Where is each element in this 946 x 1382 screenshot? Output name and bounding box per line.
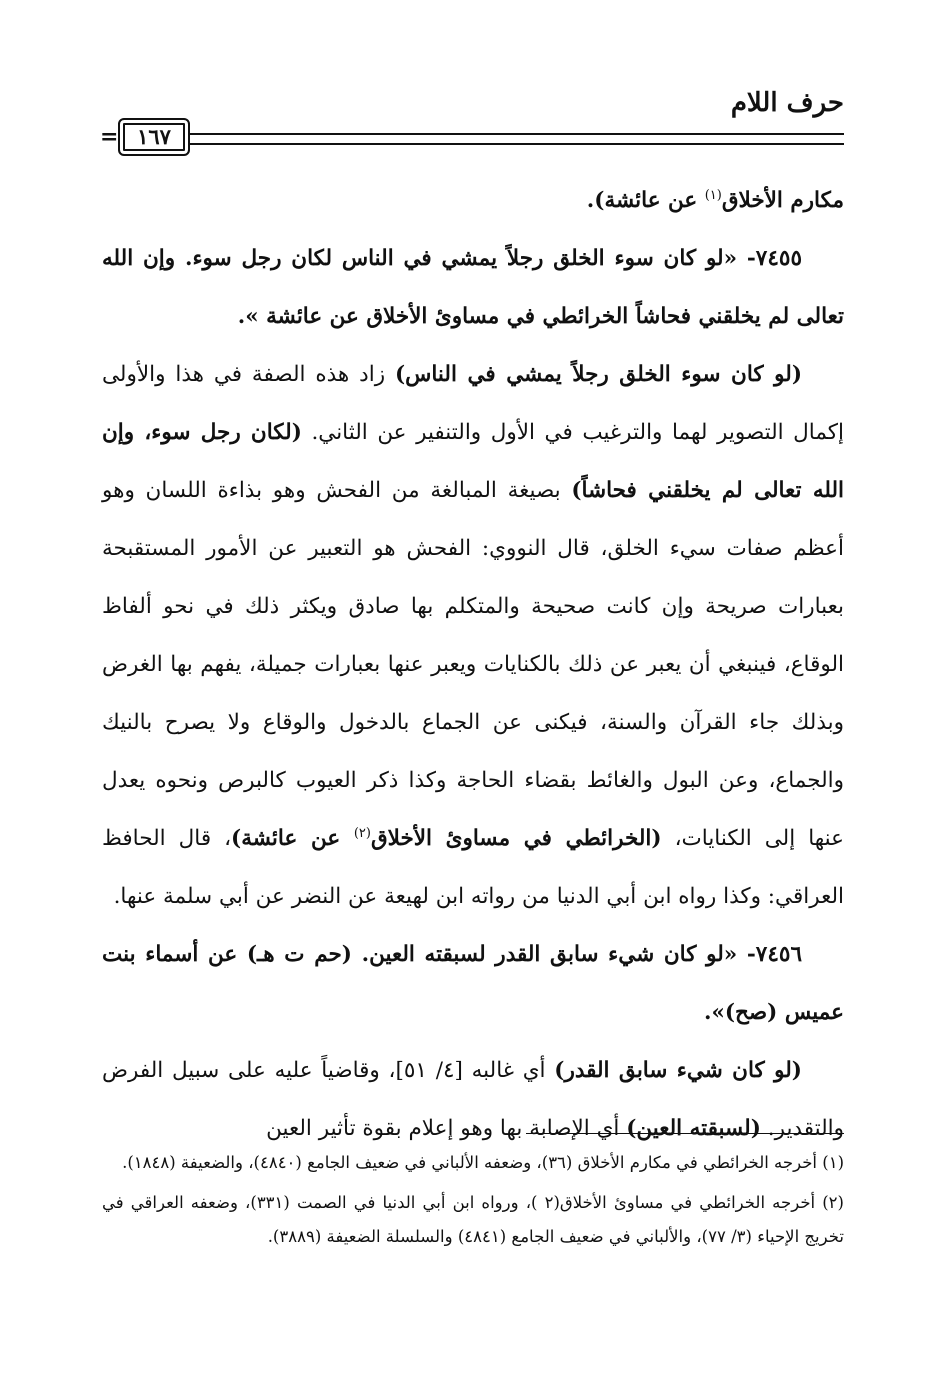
paragraph-p3 bbox=[102, 346, 844, 926]
footnote-ref: (١) bbox=[704, 187, 722, 203]
bold-text: (لو كان شيء سابق القدر) bbox=[554, 1058, 802, 1083]
footnote-2: (٢) أخرجه الخرائطي في مساوئ الأخلاق(٢ )، ورواه ابن أبي الدنيا في الصمت (٣٣١)، وضعفه العراقي في تخريج الإحياء (٣/ ٧٧)، والألباني في ضعيف الجامع (٤٨٤١) والسلسلة الضعيفة (٣٨٨٩). bbox=[102, 1193, 844, 1246]
bold-text: (لسبقته العين) bbox=[626, 1116, 761, 1141]
bold-text: (الخرائطي في مساوئ الأخلاق bbox=[370, 826, 662, 851]
body-text: أي غالبه [٤/ ٥١]، وقاضياً عليه على سبيل الفرض والتقدير. bbox=[102, 1058, 844, 1141]
body-text: ، قال الحافظ العراقي: وكذا رواه ابن أبي الدنيا من رواته ابن لهيعة عن النضر عن أبي سلمة عنها. bbox=[102, 826, 844, 909]
page-number: ١٦٧ bbox=[118, 118, 190, 156]
paragraph-p2 bbox=[102, 230, 844, 346]
body-text: زاد هذه الصفة في هذا والأولى إكمال التصوير لهما والترغيب في الأول والتنفير عن الثاني. bbox=[102, 362, 844, 445]
header-rule bbox=[170, 133, 844, 145]
header-marker: = bbox=[100, 124, 119, 150]
bold-text: عن عائشة). bbox=[586, 188, 705, 213]
bold-text: مكارم الأخلاق bbox=[721, 188, 844, 213]
bold-text: (لكان رجل سوء، وإن الله تعالى لم يخلقني فحاشاً) bbox=[102, 420, 844, 503]
main-text bbox=[102, 172, 844, 1158]
footnotes bbox=[102, 1146, 844, 1260]
paragraph-p4 bbox=[102, 926, 844, 1042]
footnote-1: (١) أخرجه الخرائطي في مكارم الأخلاق (٣٦)، وضعفه الألباني في ضعيف الجامع (٤٨٤٠)، والضعيفة (١٨٤٨). bbox=[122, 1153, 844, 1172]
bold-text: ٧٤٥٦- «لو كان شيء سابق القدر لسبقته العين. (حم ت هـ) عن أسماء بنت عميس (صح)». bbox=[102, 942, 844, 1025]
bold-text: عن عائشة) bbox=[231, 826, 354, 851]
paragraph-p5 bbox=[102, 1042, 844, 1158]
chapter-title: حرف اللام bbox=[730, 88, 844, 118]
bold-text: (لو كان سوء الخلق رجلاً يمشي في الناس) bbox=[394, 362, 802, 387]
body-text: أي الإصابة بها وهو إعلام بقوة تأثير العين bbox=[266, 1116, 627, 1141]
bold-text: ٧٤٥٥- «لو كان سوء الخلق رجلاً يمشي في الناس لكان رجل سوء. وإن الله تعالى لم يخلقني فحاشاً الخرائطي في مساوئ الأخلاق عن عائشة ». bbox=[102, 246, 844, 329]
body-text: بصيغة المبالغة من الفحش وهو بذاءة اللسان وهو أعظم صفات سيء الخلق، قال النووي: الفحش هو التعبير عن الأمور المستقبحة بعبارات صريحة وإن كانت صحيحة والمتكلم بها صادق ويكثر ذلك في نحو ألفاظ الوقاع، فينبغي أن يعبر عن ذلك بالكنايات ويعبر عنها بعبارات جميلة، يفهم بها الغرض وبذلك جاء القرآن والسنة، فيكنى عن الجماع بالدخول والوقاع ولا يصرح بالنيك والجماع، وعن البول والغائط بقضاء الحاجة وكذا ذكر العيوب كالبرص ونحوه يعدل عنها إلى الكنايات، bbox=[102, 478, 844, 851]
footnote-rule bbox=[526, 1133, 844, 1134]
paragraph-p1 bbox=[102, 172, 844, 230]
footnote-ref: (٢) bbox=[353, 825, 371, 841]
